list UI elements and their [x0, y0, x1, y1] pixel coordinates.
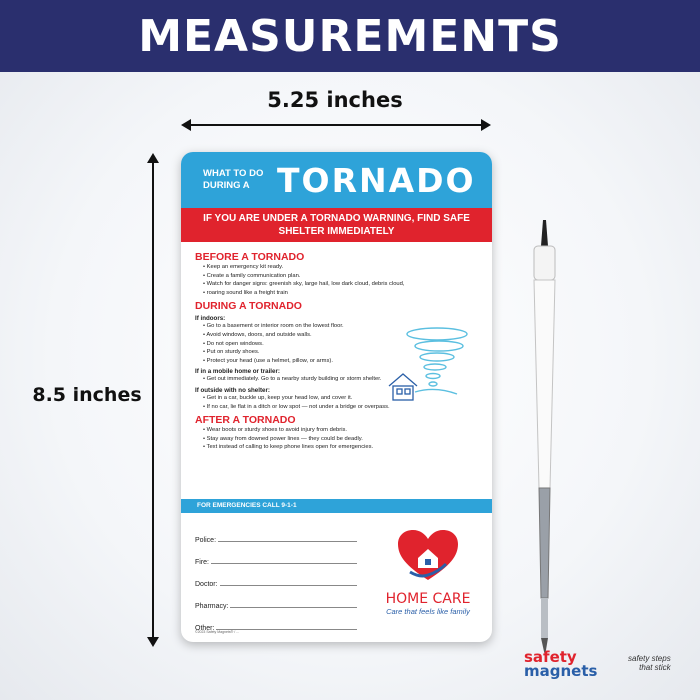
copyright-text: ©2023 Safety Magnets® / ...	[195, 630, 240, 634]
list-item: • Protect your head (use a helmet, pillow, or arms).	[203, 357, 478, 366]
list-item: • Stay away from downed power lines — they could be deadly.	[203, 435, 478, 444]
tornado-magnet-card	[181, 152, 492, 642]
brand-slogan	[628, 654, 671, 672]
contact-label: Other:	[195, 625, 215, 632]
write-line	[230, 607, 357, 608]
contact-row	[195, 588, 357, 610]
logo-tagline: Care that feels like family	[386, 607, 470, 616]
list-item: • roaring sound like a freight train	[203, 289, 478, 298]
contact-row	[195, 566, 357, 588]
header-small-text: WHAT TO DO DURING A	[203, 168, 264, 191]
height-label: 8.5 inches	[32, 384, 142, 406]
list-item: • Wear boots or sturdy shoes to avoid injury from debris.	[203, 426, 478, 435]
during-title: DURING A TORNADO	[195, 300, 302, 313]
list-item: • Create a family communication plan.	[203, 272, 478, 281]
brand-bottom: magnets	[524, 662, 598, 680]
brand-top: safety	[524, 648, 577, 666]
contact-lines	[195, 522, 357, 632]
contact-label: Police:	[195, 537, 217, 544]
slogan-line-2: that stick	[639, 663, 671, 672]
contact-label: Pharmacy:	[195, 603, 229, 610]
before-title: BEFORE A TORNADO	[195, 251, 305, 263]
marker-pen-icon	[512, 218, 572, 658]
contact-row	[195, 610, 357, 632]
outside-label: If outside with no shelter:	[195, 386, 270, 394]
tornado-illustration-icon	[385, 324, 475, 404]
after-title: AFTER A TORNADO	[195, 414, 296, 427]
list-item: • Watch for danger signs: greenish sky, large hail, low dark cloud, debris cloud,	[203, 280, 478, 289]
list-item: • Do not open windows.	[203, 340, 478, 349]
logo-title: HOME CARE	[385, 591, 471, 607]
before-list	[203, 263, 478, 297]
indoors-label: If indoors:	[195, 315, 226, 323]
list-item: • Get in a car, buckle up, keep your head low, and cover it.	[203, 394, 478, 403]
header-big-text: TORNADO	[277, 160, 476, 200]
width-label: 5.25 inches	[267, 88, 403, 112]
mobile-label: If in a mobile home or trailer:	[195, 368, 280, 376]
contact-label: Doctor:	[195, 581, 218, 588]
list-item: • Avoid windows, doors, and outside walls.	[203, 331, 478, 340]
list-item: • Keep an emergency kit ready.	[203, 263, 478, 272]
emergency-bar: FOR EMERGENCIES CALL 9-1-1	[181, 499, 492, 513]
card-body	[181, 242, 492, 502]
list-item: • If no car, lie flat in a ditch or low spot — not under a bridge or overpass.	[203, 403, 478, 412]
write-line	[218, 541, 357, 542]
width-arrow	[183, 124, 489, 126]
write-line	[211, 563, 357, 564]
warning-bar: IF YOU ARE UNDER A TORNADO WARNING, FIND SAFE SHELTER IMMEDIATELY	[181, 208, 492, 242]
list-item: • Put on sturdy shoes.	[203, 348, 478, 357]
contact-label: Fire:	[195, 559, 209, 566]
height-arrow	[152, 155, 154, 645]
safety-magnets-logo	[524, 650, 597, 678]
contact-row	[195, 544, 357, 566]
after-list	[203, 426, 478, 452]
contact-row	[195, 522, 357, 544]
page-title: MEASUREMENTS	[138, 10, 562, 62]
list-item: • Text instead of calling to keep phone lines open for emergencies.	[203, 443, 478, 452]
header-banner	[0, 0, 700, 72]
card-header	[181, 152, 492, 208]
write-line	[220, 585, 357, 586]
home-care-logo	[373, 528, 483, 633]
slogan-line-1: safety steps	[628, 654, 671, 663]
heart-house-icon	[396, 528, 460, 584]
list-item: • Go to a basement or interior room on the lowest floor.	[203, 322, 478, 331]
list-item: • Get out immediately. Go to a nearby sturdy building or storm shelter.	[203, 375, 478, 384]
